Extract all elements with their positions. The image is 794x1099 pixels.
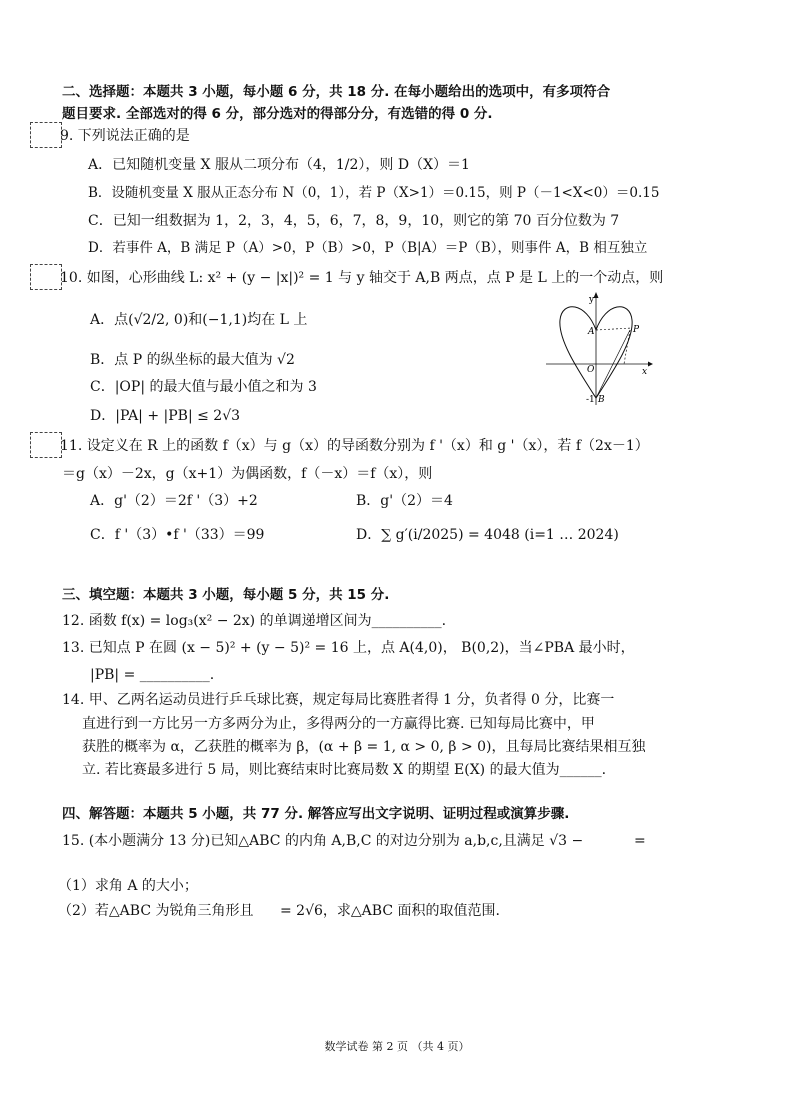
q10-stem: 10. 如图，心形曲线 L: x² + (y − |x|)² = 1 与 y 轴交于 A,B 两点，点 P 是 L 上的一个动点，则 [60,270,664,286]
q11-option-b: B．g'（2）＝4 [356,493,453,509]
q13-line1: 13. 已知点 P 在圆 (x − 5)² + (y − 5)² = 16 上，点 A(4,0)， B(0,2)，当∠PBA 最小时， [62,640,635,656]
q14-line1: 14. 甲、乙两名运动员进行乒乓球比赛，规定每局比赛胜者得 1 分，负者得 0 分，比赛一 [62,692,615,708]
q11-stem-line1: 11. 设定义在 R 上的函数 f（x）与 g（x）的导函数分别为 f '（x）和 g '（x），若 f（2x－1） [60,438,649,454]
label-minus-one: -1 [586,395,595,405]
q14-line4: 立. 若比赛最多进行 5 局，则比赛结束时比赛局数 X 的期望 E(X) 的最大值为______. [82,762,607,778]
q9-stem: 9. 下列说法正确的是 [60,128,190,144]
q9-option-d: D．若事件 A，B 满足 P（A）>0，P（B）>0，P（B|A）＝P（B），则事件 A，B 相互独立 [88,240,648,256]
label-o: O [587,365,595,375]
label-y: y [589,295,595,305]
heart-curve-figure [544,290,654,408]
answer-box-q10[interactable] [30,264,62,290]
q15-part2-b: = 2√6，求△ABC 面积的取值范围. [280,903,500,919]
q15-stem: 15. (本小题满分 13 分)已知△ABC 的内角 A,B,C 的对边分别为 a,b,c,且满足 √3 − [62,833,584,849]
label-p: P [633,325,640,335]
q10-option-d: D．|PA| + |PB| ≤ 2√3 [90,408,241,424]
q15-equals: = [634,833,646,849]
q10-option-a: A．点(√2/2, 0)和(−1,1)均在 L 上 [90,312,308,328]
q11-option-c: C．f '（3）•f '（33）＝99 [90,527,265,543]
label-a: A [588,327,595,337]
q15-part1: （1）求角 A 的大小； [58,878,198,894]
q10-option-c: C．|OP| 的最大值与最小值之和为 3 [90,379,317,395]
q12-text: 12. 函数 f(x) = log₃(x² − 2x) 的单调递增区间为__________. [62,613,447,629]
answer-box-q9[interactable] [30,122,62,148]
q9-option-b: B．设随机变量 X 服从正态分布 N（0，1），若 P（X>1）＝0.15，则 P（－1<X<0）＝0.15 [88,185,660,201]
x-axis-arrow-icon [648,362,653,367]
q11-stem-line2: ＝g（x）－2x，g（x+1）为偶函数，f（－x）＝f（x），则 [62,466,433,482]
q11-option-a: A．g'（2）＝2f '（3）+2 [90,493,258,509]
label-x: x [642,367,648,377]
q9-option-a: A．已知随机变量 X 服从二项分布（4，1/2），则 D（X）＝1 [88,157,470,173]
segment-pa [596,328,632,330]
q9-option-c: C．已知一组数据为 1，2，3，4，5，6，7，8，9，10，则它的第 70 百分位数为 7 [88,213,620,229]
section4-heading: 四、解答题：本题共 5 小题，共 77 分. 解答应写出文字说明、证明过程或演算步骤. [62,806,570,822]
q14-line2: 直进行到一方比另一方多两分为止，多得两分的一方赢得比赛. 已知每局比赛中，甲 [82,716,595,732]
label-b: B [598,395,605,405]
page-footer: 数学试卷 第 2 页 （共 4 页） [324,1040,470,1053]
q10-option-b: B．点 P 的纵坐标的最大值为 √2 [90,352,295,368]
answer-box-q11[interactable] [30,432,62,458]
q14-line3: 获胜的概率为 α，乙获胜的概率为 β，(α + β = 1, α > 0, β > 0)，且每局比赛结果相互独 [82,739,646,755]
y-axis-arrow-icon [594,292,599,298]
section2-heading-line1: 二、选择题：本题共 3 小题，每小题 6 分，共 18 分. 在每小题给出的选项中，有多项符合 [62,84,611,100]
segment-p-vertical [624,330,630,364]
q15-part2-a: （2）若△ABC 为锐角三角形且 [58,903,254,919]
q13-line2: |PB| = __________. [90,667,215,683]
q11-option-d: D．∑ g′(i/2025) = 4048 (i=1 … 2024) [356,527,619,543]
section2-heading-line2: 题目要求. 全部选对的得 6 分，部分选对的得部分分，有选错的得 0 分. [62,106,493,122]
section3-heading: 三、填空题：本题共 3 小题，每小题 5 分，共 15 分. [62,587,390,603]
